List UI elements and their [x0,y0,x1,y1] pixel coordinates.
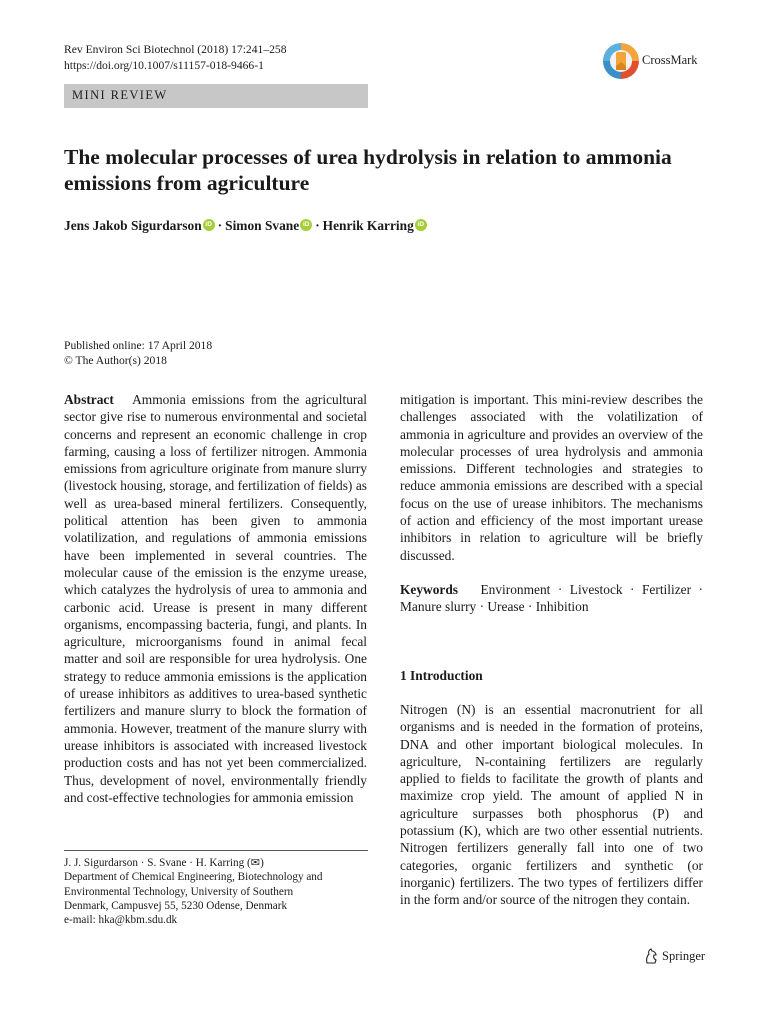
author-name[interactable]: Henrik Karring [322,218,414,233]
article-title: The molecular processes of urea hydrolysis in relation to ammonia emissions from agriculture [64,145,672,195]
author-name[interactable]: Jens Jakob Sigurdarson [64,218,202,233]
crossmark-icon [602,42,640,80]
article-type-banner [64,84,368,108]
journal-citation: Rev Environ Sci Biotechnol (2018) 17:241–258 [64,43,287,56]
keywords-label: Keywords [400,581,459,597]
doi-link[interactable]: https://doi.org/10.1007/s11157-018-9466-1 [64,59,264,72]
footnote-divider [64,850,368,851]
abstract-right-column [400,391,703,616]
author-affiliation [64,856,322,927]
introduction-paragraph: Nitrogen (N) is an essential macronutrient for all organisms and is needed in the formation of proteins, DNA and other important biological molecules. In agriculture, N-containing fertilizers are regularly applied to fields to facilitate the growth of plants and maximize crop yield. The amount of applied N in agriculture surpasses both phosphorus (P) and potassium (K), which are two other essential nutrients. Nitrogen fertilizers generally fall into one of two categories, organic fertilizers and synthetic (or inorganic) fertilizers. The two types of fertilizers differ in the form and/or source of the nitrogen they contain. [400,702,703,908]
publication-info [64,339,212,368]
affiliation-line: Department of Chemical Engineering, Biotechnology and [64,871,323,884]
keywords-paragraph [400,581,703,616]
affiliation-line: Denmark, Campusvej 55, 5230 Odense, Denmark [64,899,288,912]
publisher-name: Springer [662,948,706,963]
orcid-icon[interactable] [203,219,215,231]
orcid-icon[interactable] [300,219,312,231]
abstract-paragraph [64,391,367,806]
crossmark-label: CrossMark [642,53,698,67]
section-heading-introduction: 1 Introduction [400,668,483,683]
crossmark-badge[interactable] [602,42,714,82]
copyright-line: © The Author(s) 2018 [64,353,167,367]
orcid-icon[interactable] [415,219,427,231]
author-list [64,218,427,234]
article-type-label: MINI REVIEW [72,88,168,102]
abstract-text: Ammonia emissions from the agricultural sector give rise to numerous environmental and societal concerns and represent an economic challenge in crop farming, causing a loss of fertilizer nitrogen. Ammonia emissions from agriculture originate from manure slurry (livestock housing, storage, and fertilization of fields) as well as urea-based mineral fertilizers. Consequently, political attention has been given to ammonia volatilization, and regulations of ammonia emissions have been implemented in several countries. The molecular cause of the emission is the enzyme urease, which catalyzes the hydrolysis of urea to ammonia and carbonic acid. Urease is present in many different organisms, encompassing bacteria, fungi, and plants. In agriculture, microorganisms found in animal fecal matter and soil are responsible for urea hydrolysis. One strategy to reduce ammonia emissions is the application of urease inhibitors as additives to urea-based synthetic fertilizers and manure slurry to block the formation of ammonia. However, treatment of the manure slurry with urease inhibitors is associated with increased livestock production costs and has not yet been commercialized. Thus, development of novel, environmentally friendly and cost-effective technologies for ammonia emission [64,392,368,805]
affiliation-email[interactable]: e-mail: hka@kbm.sdu.dk [64,914,178,927]
published-date: Published online: 17 April 2018 [64,339,213,352]
abstract-label: Abstract [64,392,114,407]
keywords-list: Environment · Livestock · Fertilizer · Manure slurry · Urease · Inhibition [400,581,703,615]
separator: · [315,218,320,233]
abstract-continuation: mitigation is important. This mini-review describes the challenges associated with the volatilization of ammonia in agriculture and provides an overview of the molecular processes of urea hydrolysis and ammonia emissions. Different technologies and strategies to reduce ammonia emissions are described with a special focus on the use of urease inhibitors. The mechanisms of action and efficiency of the most important urease inhibitors in relation to agriculture will be briefly discussed. [400,392,703,563]
separator: · [217,218,223,233]
introduction-column [400,701,703,909]
springer-horse-icon [644,948,658,964]
affiliation-line: Environmental Technology, University of Southern [64,885,294,898]
abstract-left-column [64,391,367,806]
affiliation-authors: J. J. Sigurdarson · S. Svane · H. Karring (✉) [64,857,264,869]
publisher-logo [644,948,705,964]
author-name[interactable]: Simon Svane [225,218,300,233]
